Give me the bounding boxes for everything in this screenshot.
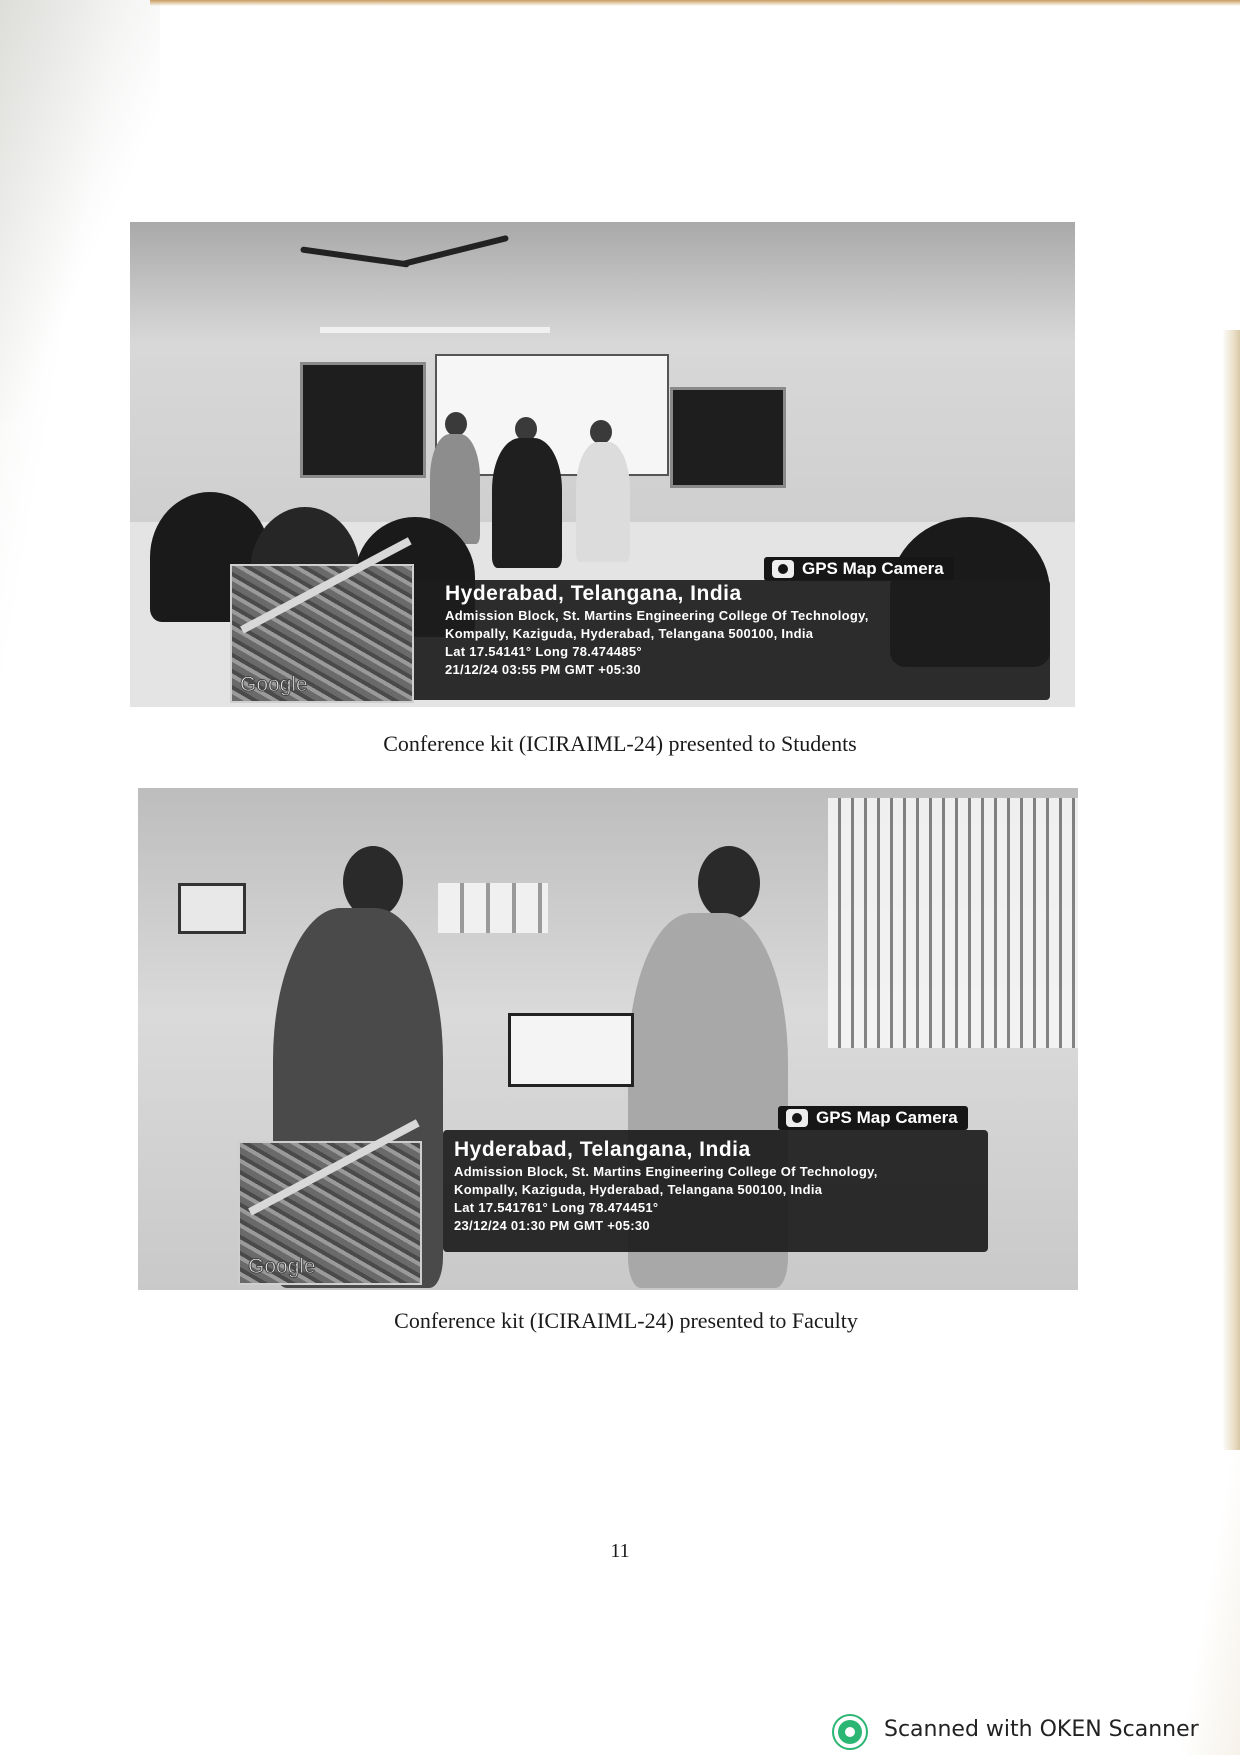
scanner-watermark xyxy=(832,1712,1230,1752)
person-head xyxy=(445,412,467,436)
caption-students: Conference kit (ICIRAIML-24) presented to Students xyxy=(383,731,857,756)
gps-timestamp: 21/12/24 03:55 PM GMT +05:30 xyxy=(445,662,641,677)
gps-coordinates: Lat 17.541761° Long 78.474451° xyxy=(454,1200,659,1215)
gps-address-line-2: Kompally, Kaziguda, Hyderabad, Telangana 500100, India xyxy=(445,626,814,641)
camera-icon xyxy=(786,1109,808,1127)
chalkboard-right xyxy=(670,387,786,488)
scanner-watermark-text: Scanned with OKEN Scanner xyxy=(884,1717,1199,1742)
map-thumbnail xyxy=(238,1141,422,1285)
wall-frame xyxy=(178,883,246,934)
gps-timestamp: 23/12/24 01:30 PM GMT +05:30 xyxy=(454,1218,650,1233)
caption-faculty: Conference kit (ICIRAIML-24) presented to Faculty xyxy=(394,1308,858,1333)
photo-faculty xyxy=(138,788,1078,1290)
gps-address-line-1: Admission Block, St. Martins Engineering College Of Technology, xyxy=(445,608,869,623)
certificate-frame xyxy=(508,1013,634,1087)
gps-camera-tag xyxy=(778,1106,968,1130)
gps-camera-label: GPS Map Camera xyxy=(816,1108,958,1127)
gps-camera-tag xyxy=(764,557,954,581)
window-grill xyxy=(828,798,1078,1048)
page-number: 11 xyxy=(610,1540,630,1562)
person-presenter-2 xyxy=(492,438,562,568)
oken-scanner-logo-icon xyxy=(832,1714,868,1750)
wall-posters xyxy=(438,883,548,933)
gps-camera-label: GPS Map Camera xyxy=(802,559,944,578)
person-head xyxy=(698,846,760,920)
gps-city: Hyderabad, Telangana, India xyxy=(445,582,742,605)
person-head xyxy=(590,420,612,444)
chalkboard-left xyxy=(300,362,426,478)
google-label: Google xyxy=(240,673,308,696)
page-right-edge xyxy=(1222,330,1240,1450)
person-presenter-3 xyxy=(576,442,630,562)
camera-icon xyxy=(772,560,794,578)
gps-city: Hyderabad, Telangana, India xyxy=(454,1138,751,1161)
photo-students xyxy=(130,222,1075,707)
google-label: Google xyxy=(248,1255,316,1278)
tube-light xyxy=(320,327,550,333)
gps-coordinates: Lat 17.54141° Long 78.474485° xyxy=(445,644,642,659)
page-top-edge xyxy=(150,0,1240,6)
map-thumbnail xyxy=(230,564,414,703)
gps-address-line-1: Admission Block, St. Martins Engineering College Of Technology, xyxy=(454,1164,878,1179)
gps-address-line-2: Kompally, Kaziguda, Hyderabad, Telangana 500100, India xyxy=(454,1182,823,1197)
